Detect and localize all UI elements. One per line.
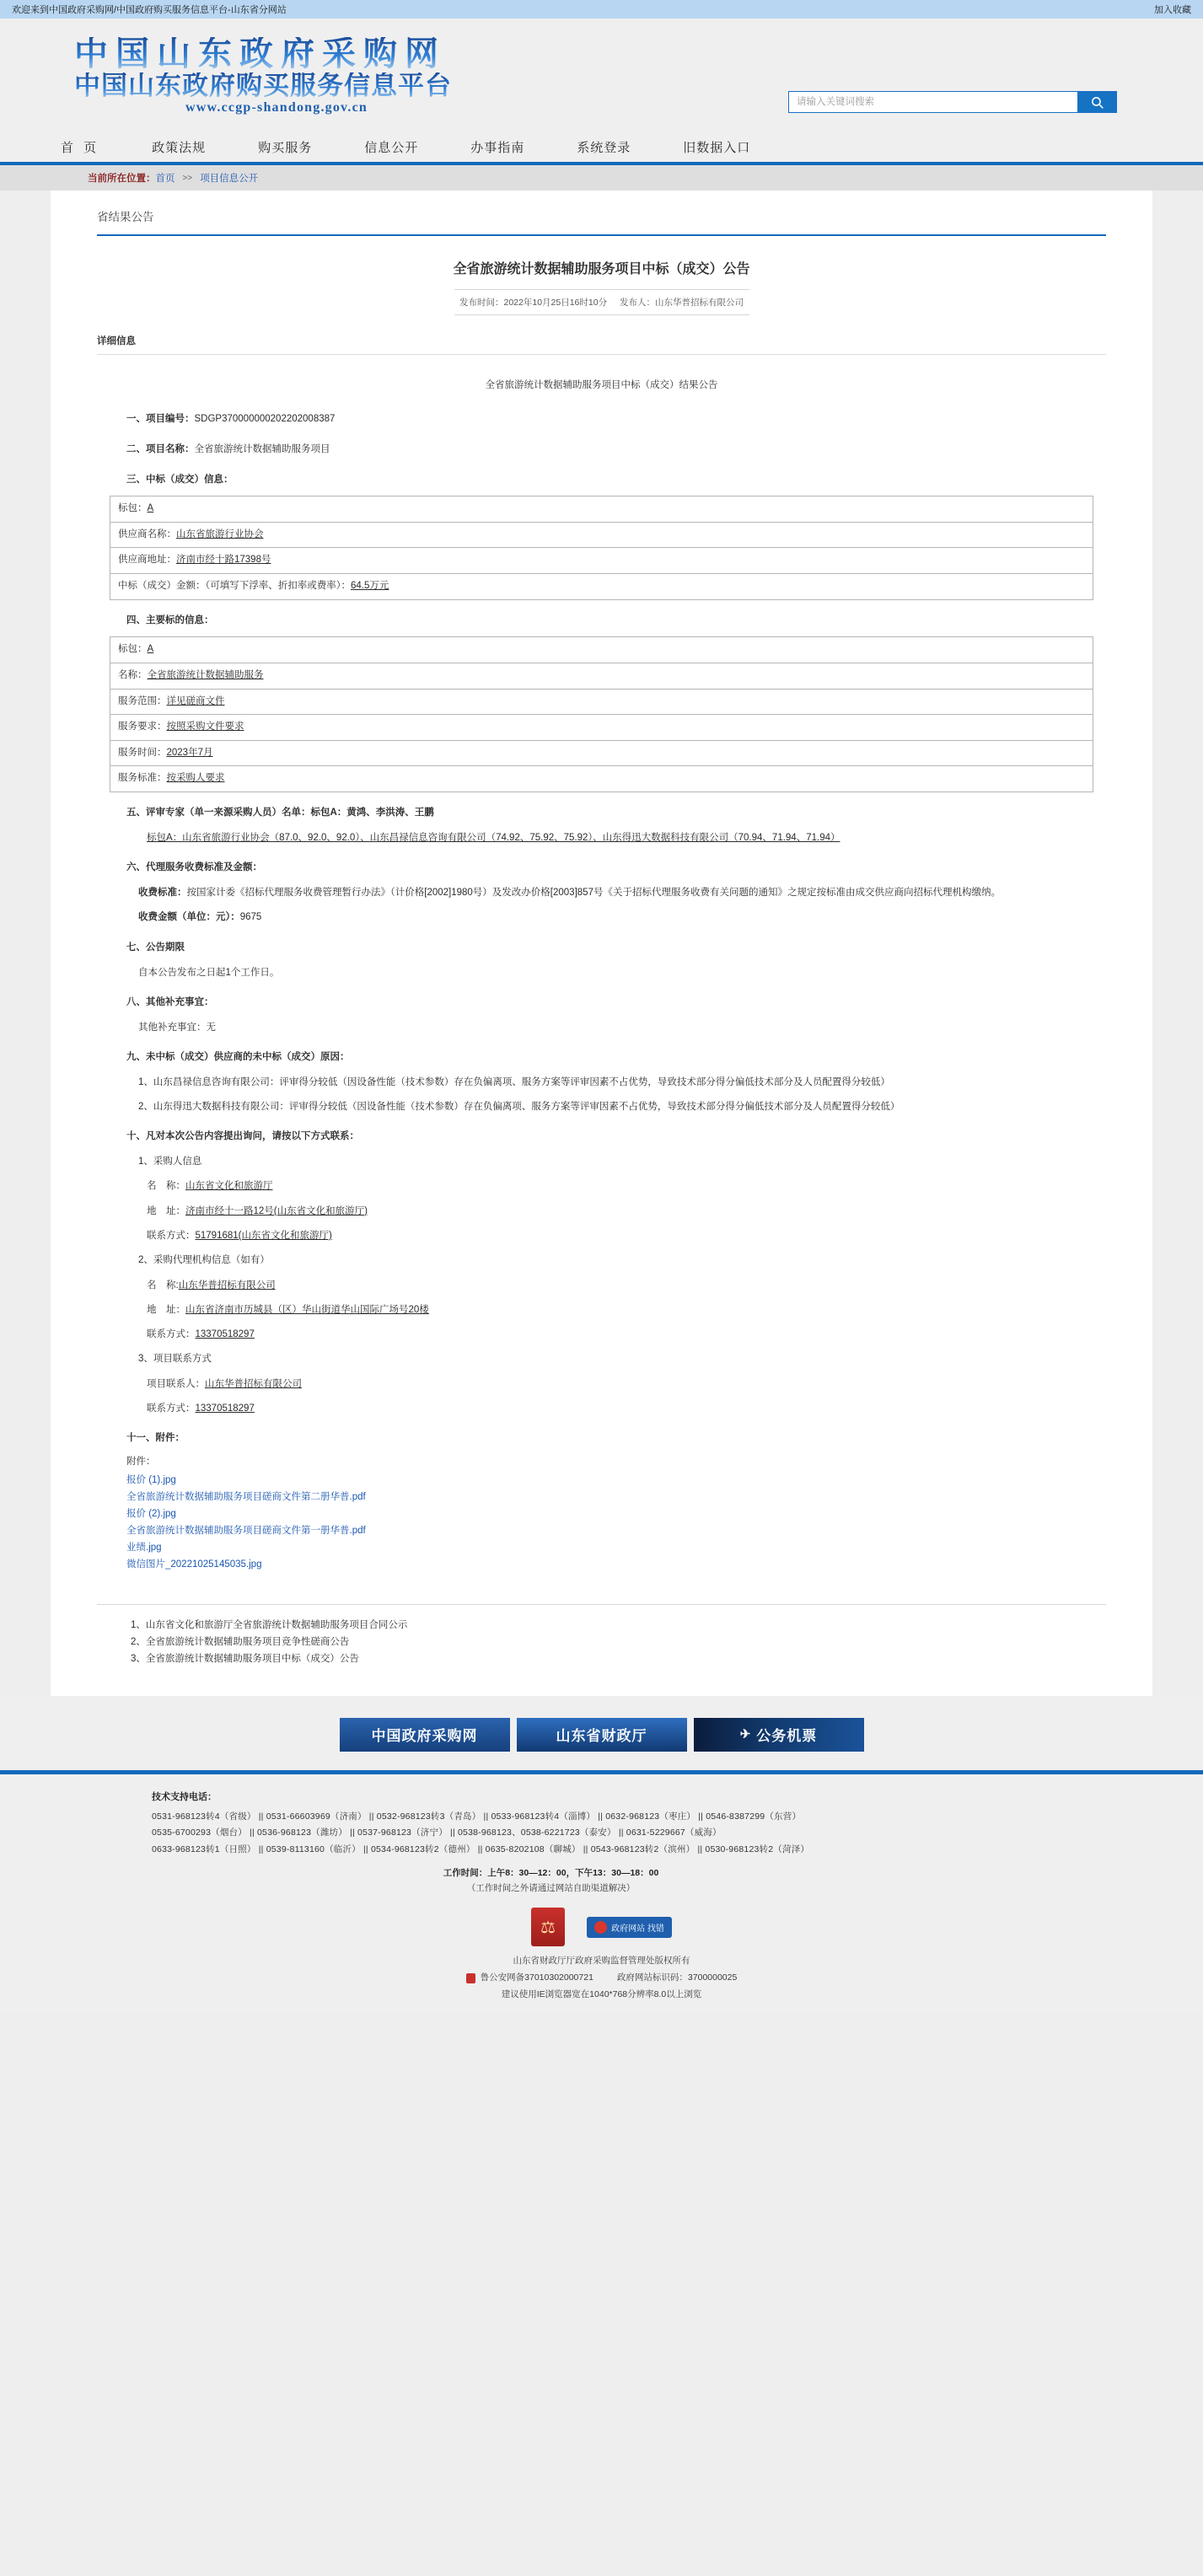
clause-subject-info-label: 四、主要标的信息： bbox=[126, 614, 214, 625]
browser-advice: 建议使用IE浏览器宽在1040*768分辨率8.0以上浏览 bbox=[501, 1989, 702, 2000]
award-info-table bbox=[110, 496, 1093, 599]
support-phone-row: 0633-968123转1（日照） || 0539-8113160（临沂） || 0534-968123转2（德州） || 0635-8202108（聊城） || 0543-968123转2（滨州） || 0530-968123转2（菏泽） bbox=[152, 1843, 810, 1854]
subject-row-5-value: 按采购人要求 bbox=[166, 773, 225, 784]
purchaser-info-title: 1、采购人信息 bbox=[138, 1157, 202, 1167]
attachment-link[interactable]: 报价 (2).jpg bbox=[126, 1509, 176, 1520]
gov-badge-label: 政府网站 找错 bbox=[611, 1924, 664, 1934]
table-row bbox=[110, 637, 1093, 663]
logo-title-secondary: 中国山东政府购买服务信息平台 bbox=[74, 72, 479, 99]
purchaser-name-value: 山东省文化和旅游厅 bbox=[185, 1181, 273, 1192]
clause-project-number bbox=[126, 411, 1093, 429]
support-phone-row: 0535-6700293（烟台） || 0536-968123（潍坊） || 0537-968123（济宁） || 0538-968123、0538-6221723（泰安） || 0631-5229667（威海） bbox=[152, 1827, 722, 1838]
subject-info-table bbox=[110, 636, 1093, 792]
subject-row-0-label: 标包： bbox=[118, 644, 148, 655]
add-favorite-link[interactable]: 加入收藏 bbox=[1154, 5, 1191, 15]
icp-line bbox=[0, 1970, 1203, 1987]
supplement-value: 其他补充事宜：无 bbox=[138, 1022, 216, 1033]
award-row-0-label: 标包： bbox=[118, 503, 148, 514]
list-item[interactable]: 3、全省旅游统计数据辅助服务项目中标（成交）公告 bbox=[131, 1653, 359, 1664]
project-contact-person-value: 山东华普招标有限公司 bbox=[205, 1378, 302, 1389]
purchaser-name-row bbox=[147, 1178, 1093, 1195]
copyright-line: 山东省财政厅厅政府采购监督管理处版权所有 bbox=[513, 1956, 690, 1967]
top-announcement-bar bbox=[0, 0, 1203, 19]
table-row bbox=[110, 689, 1093, 715]
breadcrumb-band bbox=[0, 165, 1203, 191]
attachment-link[interactable]: 全省旅游统计数据辅助服务项目磋商文件第二册华普.pdf bbox=[126, 1491, 366, 1502]
search-icon bbox=[1090, 95, 1104, 110]
attachment-link[interactable]: 业绩.jpg bbox=[126, 1543, 162, 1554]
nav-item-legacy-data[interactable]: 旧数据入口 bbox=[683, 140, 751, 155]
support-phone-row: 0531-968123转4（省级） || 0531-66603969（济南） || 0532-968123转3（青岛） || 0533-968123转4（淄博） || 0632-968123（枣庄） || 0546-8387299（东营） bbox=[152, 1811, 802, 1822]
list-item[interactable]: 2、全省旅游统计数据辅助服务项目竞争性磋商公告 bbox=[131, 1636, 350, 1647]
purchaser-addr-value: 济南市经十一路12号(山东省文化和旅游厅) bbox=[185, 1205, 368, 1216]
announcement-title: 全省旅游统计数据辅助服务项目中标（成交）公告 bbox=[453, 262, 750, 276]
subject-row-3-value: 按照采购文件要求 bbox=[166, 722, 244, 733]
subject-row-1-value: 全省旅游统计数据辅助服务 bbox=[147, 669, 264, 680]
breadcrumb-home-link[interactable]: 首页 bbox=[155, 174, 175, 184]
logo-url: www.ccgp-shandong.gov.cn bbox=[185, 100, 368, 115]
nav-item-disclosure[interactable]: 信息公开 bbox=[364, 140, 419, 155]
clause-project-name bbox=[126, 441, 1093, 459]
clause-2-label: 二、项目名称： bbox=[126, 443, 195, 454]
welcome-text: 欢迎来到中国政府采购网/中国政府购买服务信息平台-山东省分网站 bbox=[12, 5, 287, 15]
project-contact-person-row bbox=[147, 1376, 1093, 1393]
main-navigation bbox=[0, 128, 1203, 165]
table-row bbox=[110, 548, 1093, 574]
subject-row-1-label: 名称： bbox=[118, 669, 148, 680]
agency-name-row bbox=[147, 1277, 1093, 1295]
award-row-1-label: 供应商名称： bbox=[118, 529, 176, 539]
nav-item-policies[interactable]: 政策法规 bbox=[152, 140, 207, 155]
police-badge-icon bbox=[466, 1973, 475, 1983]
purchaser-name-label: 名 称： bbox=[147, 1181, 185, 1192]
award-row-3-value: 64.5万元 bbox=[351, 581, 389, 592]
national-emblem-icon: ⚖ bbox=[531, 1908, 565, 1946]
subject-row-4-label: 服务时间： bbox=[118, 747, 167, 758]
clause-supplement-label: 八、其他补充事宜： bbox=[126, 996, 214, 1007]
site-logo[interactable] bbox=[74, 37, 479, 115]
logo-title-primary: 中国山东政府采购网 bbox=[74, 37, 479, 71]
support-phone-title: 技术支持电话： bbox=[152, 1791, 217, 1802]
project-contact-tel-row bbox=[147, 1400, 1093, 1418]
fee-amount-value: 9675 bbox=[239, 912, 262, 923]
fee-amount-label: 收费金额（单位：元）： bbox=[138, 912, 240, 923]
footer-copyright bbox=[0, 1953, 1203, 2007]
project-contact-person-label: 项目联系人： bbox=[147, 1378, 205, 1389]
award-row-0-value: A bbox=[147, 503, 154, 514]
banner-shandong-finance[interactable] bbox=[517, 1718, 687, 1752]
award-row-3-label: 中标（成交）金额：（可填写下浮率、折扣率或费率）： bbox=[118, 581, 351, 592]
partner-banners bbox=[0, 1696, 1203, 1770]
table-row bbox=[110, 574, 1093, 600]
banner-shandong-finance-label: 山东省财政厅 bbox=[556, 1728, 647, 1745]
clause-experts bbox=[126, 804, 1093, 823]
table-row bbox=[110, 715, 1093, 741]
table-row bbox=[110, 766, 1093, 792]
site-footer bbox=[0, 1770, 1203, 2012]
site-header bbox=[0, 19, 1203, 128]
nav-item-login[interactable]: 系统登录 bbox=[577, 140, 631, 155]
publish-time: 发布时间：2022年10月25日16时10分 bbox=[459, 298, 608, 308]
award-row-2-label: 供应商地址： bbox=[118, 555, 176, 566]
list-item[interactable]: 1、山东省文化和旅游厅全省旅游统计数据辅助服务项目合同公示 bbox=[131, 1619, 408, 1630]
breadcrumb bbox=[51, 165, 1152, 191]
subject-row-2-label: 服务范围： bbox=[118, 695, 167, 706]
gov-website-report-badge[interactable] bbox=[587, 1917, 672, 1938]
clause-contact-label: 十、凡对本次公告内容提出询问，请按以下方式联系： bbox=[126, 1131, 359, 1142]
agency-addr-label: 地 址： bbox=[147, 1304, 185, 1315]
purchaser-addr-label: 地 址： bbox=[147, 1205, 185, 1216]
nav-item-home[interactable]: 首 页 bbox=[61, 140, 100, 155]
agency-addr-row bbox=[147, 1301, 1093, 1319]
announcement-meta bbox=[454, 289, 749, 315]
attachment-link[interactable]: 微信图片_20221025145035.jpg bbox=[126, 1559, 262, 1570]
nonaward-reason-1: 1、山东昌禄信息咨询有限公司：评审得分较低（因设备性能（技术参数）存在负偏离项、服务方案等评审因素不占优势，导致技术部分得分偏低技术部分及人员配置得分较低） bbox=[138, 1076, 890, 1087]
purchaser-addr-row bbox=[147, 1203, 1093, 1221]
subject-row-4-value: 2023年7月 bbox=[166, 747, 213, 758]
agency-tel-row bbox=[147, 1326, 1093, 1344]
clause-1-label: 一、项目编号： bbox=[126, 413, 195, 424]
agency-name-value: 山东华普招标有限公司 bbox=[178, 1280, 276, 1291]
clause-nonaward-label: 九、未中标（成交）供应商的未中标（成交）原因： bbox=[126, 1051, 350, 1062]
clause-attachment-label: 十一、附件： bbox=[126, 1433, 185, 1444]
clause-1-value: SDGP370000000202202008387 bbox=[194, 413, 336, 424]
agency-tel-value: 13370518297 bbox=[195, 1329, 255, 1340]
award-row-2-value: 济南市经十路17398号 bbox=[176, 555, 271, 566]
attachment-link[interactable]: 报价 (1).jpg bbox=[126, 1474, 176, 1485]
table-row bbox=[110, 740, 1093, 766]
agency-addr-value: 山东省济南市历城县（区）华山街道华山国际广场号20楼 bbox=[185, 1304, 429, 1315]
subject-row-3-label: 服务要求： bbox=[118, 722, 167, 733]
banner-ccgp[interactable] bbox=[340, 1718, 510, 1752]
clause-period-label: 七、公告期限 bbox=[126, 942, 185, 953]
publisher: 发布人：山东华普招标有限公司 bbox=[620, 298, 744, 308]
banner-air-ticket-label: 公务机票 bbox=[756, 1728, 818, 1745]
agency-fee-standard bbox=[138, 884, 1093, 902]
working-hours: 工作时间：上午8：30—12：00，下午13：30—18：00 bbox=[443, 1868, 659, 1879]
breadcrumb-separator: >> bbox=[182, 173, 193, 183]
attachment-list bbox=[126, 1472, 1093, 1574]
search-input[interactable] bbox=[789, 92, 1077, 112]
attachment-sub-label: 附件： bbox=[126, 1456, 156, 1467]
related-announcements bbox=[97, 1604, 1106, 1688]
nonaward-reason-2: 2、山东得迅大数据科技有限公司：评审得分较低（因设备性能（技术参数）存在负偏离项、服务方案等评审因素不占优势，导致技术部分得分偏低技术部分及人员配置得分较低） bbox=[138, 1102, 900, 1113]
table-row bbox=[110, 496, 1093, 523]
purchaser-tel-label: 联系方式： bbox=[147, 1230, 196, 1241]
airplane-icon: ✈ bbox=[739, 1728, 752, 1742]
project-contact-tel-label: 联系方式： bbox=[147, 1403, 196, 1414]
purchaser-tel-value: 51791681(山东省文化和旅游厅) bbox=[195, 1230, 332, 1241]
clause-2-value: 全省旅游统计数据辅助服务项目 bbox=[194, 443, 330, 454]
working-hours-note: （工作时间之外请通过网站自助渠道解决） bbox=[466, 1883, 636, 1894]
section-title: 省结果公告 bbox=[97, 191, 1106, 236]
banner-ccgp-label: 中国政府采购网 bbox=[371, 1728, 478, 1745]
agency-tel-label: 联系方式： bbox=[147, 1329, 196, 1340]
agency-name-label: 名 称: bbox=[147, 1280, 179, 1291]
detail-info-header: 详细信息 bbox=[97, 320, 1106, 355]
purchaser-tel-row bbox=[147, 1227, 1093, 1245]
breadcrumb-current[interactable]: 项目信息公开 bbox=[200, 174, 259, 184]
period-value: 自本公告发布之日起1个工作日。 bbox=[138, 967, 280, 978]
subject-row-2-value: 详见磋商文件 bbox=[166, 695, 225, 706]
search-box[interactable] bbox=[788, 91, 1117, 113]
breadcrumb-label: 当前所在位置： bbox=[88, 174, 156, 184]
table-row bbox=[110, 663, 1093, 689]
clause-award-info-label: 三、中标（成交）信息： bbox=[126, 474, 234, 485]
subject-row-5-label: 服务标准： bbox=[118, 773, 167, 784]
subject-row-0-value: A bbox=[147, 644, 154, 655]
gov-code-text: 政府网站标识码：3700000025 bbox=[616, 1972, 738, 1983]
table-row bbox=[110, 522, 1093, 548]
banner-official-air-ticket[interactable] bbox=[694, 1718, 864, 1752]
clause-5-value: 标包A：黄鸿、李洪涛、王鹏 bbox=[310, 807, 434, 818]
agency-info-title: 2、采购代理机构信息（如有） bbox=[138, 1255, 270, 1266]
fee-standard-value: 按国家计委《招标代理服务收费管理暂行办法》（计价格[2002]1980号）及发改办价格[2003]857号《关于招标代理服务收费有关问题的通知》之规定按标准由成交供应商向招标代理机构缴纳。 bbox=[186, 888, 1001, 899]
clause-agency-fee-label: 六、代理服务收费标准及金额： bbox=[126, 862, 262, 873]
fee-standard-label: 收费标准： bbox=[138, 888, 187, 899]
project-contact-title: 3、项目联系方式 bbox=[138, 1354, 212, 1365]
agency-fee-amount bbox=[138, 909, 1093, 926]
icp-text[interactable]: 鲁公安网备37010302000721 bbox=[480, 1972, 593, 1983]
clause-5-label: 五、评审专家（单一来源采购人员）名单： bbox=[126, 807, 311, 818]
content-card bbox=[51, 191, 1152, 1696]
expert-scores: 标包A：山东省旅游行业协会（87.0、92.0、92.0）、山东昌禄信息咨询有限公司（74.92、75.92、75.92）、山东得迅大数据科技有限公司（70.94、71.94、71.94） bbox=[147, 832, 840, 843]
nav-item-guide[interactable]: 办事指南 bbox=[470, 140, 525, 155]
search-button[interactable] bbox=[1077, 92, 1116, 112]
attachment-link[interactable]: 全省旅游统计数据辅助服务项目磋商文件第一册华普.pdf bbox=[126, 1526, 366, 1537]
magnifier-icon bbox=[594, 1921, 607, 1934]
award-row-1-value: 山东省旅游行业协会 bbox=[176, 529, 264, 539]
footer-seals bbox=[0, 1894, 1203, 1953]
result-subtitle: 全省旅游统计数据辅助服务项目中标（成交）结果公告 bbox=[485, 380, 718, 390]
announcement-body bbox=[51, 355, 1152, 1582]
nav-item-purchase[interactable]: 购买服务 bbox=[258, 140, 313, 155]
project-contact-tel-value: 13370518297 bbox=[195, 1403, 255, 1414]
